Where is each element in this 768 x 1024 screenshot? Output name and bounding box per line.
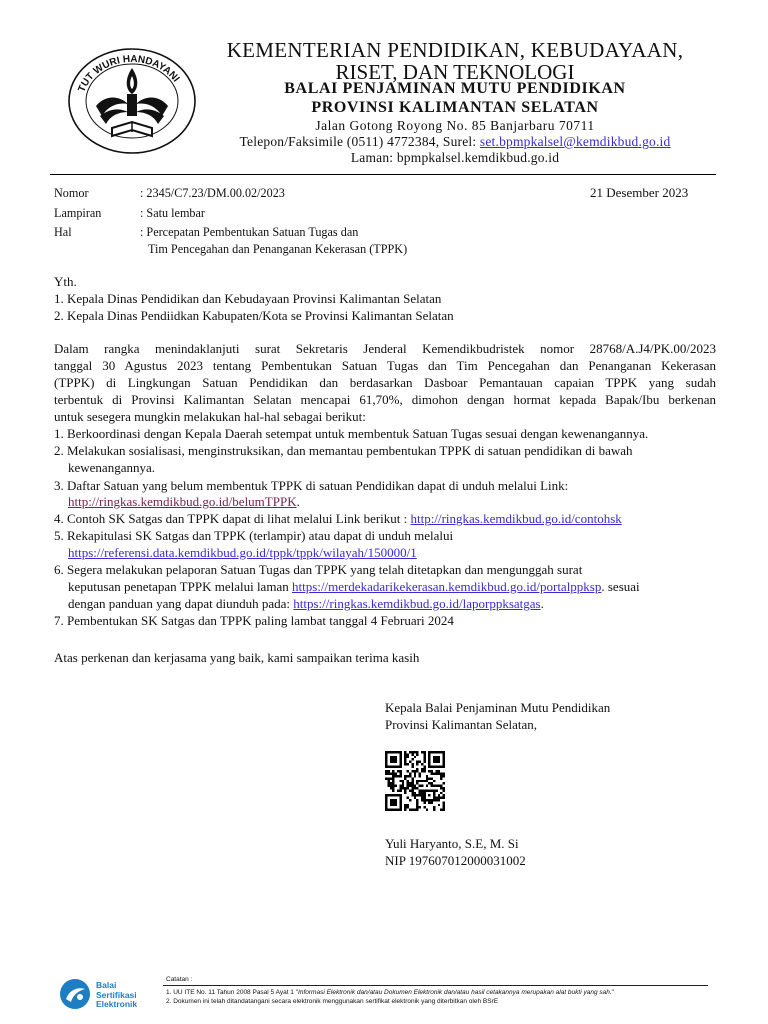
list-item-3-line1: 3. Daftar Satuan yang belum membentuk TPPK di satuan Pendidikan dapat di unduh melalui Link: bbox=[54, 478, 569, 493]
recipient-1: 1. Kepala Dinas Pendidikan dan Kebudayaan Provinsi Kalimantan Selatan bbox=[54, 291, 442, 306]
signatory-title-line2: Provinsi Kalimantan Selatan, bbox=[385, 717, 538, 732]
list-item-2-line1: 2. Melakukan sosialisasi, menginstruksikan, dan memantau pembentukan TPPK di satuan pendidikan di bawah bbox=[54, 443, 633, 458]
referensi-tppk-link[interactable]: https://referensi.data.kemdikbud.go.id/tppk/tppk/wilayah/150000/1 bbox=[68, 545, 417, 560]
yth-salutation: Yth. bbox=[54, 274, 77, 289]
closing-sentence: Atas perkenan dan kerjasama yang baik, kami sampaikan terima kasih bbox=[54, 650, 420, 665]
hal-label: Hal bbox=[54, 225, 72, 239]
list-item-5-line1: 5. Rekapitulasi SK Satgas dan TPPK (terlampir) atau dapat di unduh melalui bbox=[54, 528, 454, 543]
note1-prefix: 1. UU ITE No. 11 Tahun 2008 Pasal 5 Ayat 1 " bbox=[166, 989, 299, 996]
list-item-4 bbox=[54, 511, 718, 527]
list-item-7: 7. Pembentukan SK Satgas dan TPPK paling lambat tanggal 4 Februari 2024 bbox=[54, 613, 454, 628]
ministry-name-line2: RISET, DAN TEKNOLOGI bbox=[335, 60, 575, 84]
qr-code-icon bbox=[385, 751, 445, 811]
intro-line-1: Dalam rangka menindaklanjuti surat Sekretaris Jenderal Kemendikbudristek nomor 28768/A.J4/PK.00/2023 bbox=[54, 341, 716, 356]
nomor-label: Nomor bbox=[54, 186, 89, 200]
signatory-name: Yuli Haryanto, S.E, M. Si bbox=[385, 836, 519, 851]
footer-note-2: 2. Dokumen ini telah ditandatangani secara elektronik menggunakan sertifikat elektronik yang diterbitkan oleh BSrE bbox=[166, 998, 499, 1005]
hal-value-line1: : Percepatan Pembentukan Satuan Tugas dan bbox=[140, 225, 359, 239]
bsre-line2: Sertifikasi bbox=[96, 989, 137, 1000]
recipient-2: 2. Kepala Dinas Pendiidkan Kabupaten/Kota se Provinsi Kalimantan Selatan bbox=[54, 308, 454, 323]
item-3-period: . bbox=[296, 494, 300, 509]
bsre-logo-icon bbox=[58, 977, 92, 1011]
office-website bbox=[190, 150, 720, 166]
list-item-6-line3 bbox=[54, 596, 732, 612]
list-item-6-line2 bbox=[54, 579, 732, 595]
letterhead-divider bbox=[50, 174, 716, 175]
lampiran-label: Lampiran bbox=[54, 206, 102, 220]
note1-suffix: " bbox=[611, 989, 614, 996]
ministry-name-line1: KEMENTERIAN PENDIDIKAN, KEBUDAYAAN, bbox=[226, 38, 684, 62]
intro-line-4: terbentuk di Provinsi Kalimantan Selatan mencapai 61,70%, dimohon dengan hormat kepada Bapak/Ibu berkenan bbox=[54, 392, 716, 407]
list-item-3-line2 bbox=[54, 494, 732, 510]
item-6-text-b: . sesuai bbox=[601, 579, 640, 594]
portal-ppksp-link[interactable]: https://merdekadarikekerasan.kemdikbud.go.id/portalppksp bbox=[291, 579, 602, 594]
item-4-text: 4. Contoh SK Satgas dan TPPK dapat di lihat melalui Link berikut : bbox=[54, 511, 411, 526]
logo-motto-text: TUT WURI HANDAYANI bbox=[76, 53, 182, 94]
list-item-6-line1: 6. Segera melakukan pelaporan Satuan Tugas dan TPPK yang telah ditetapkan dan mengunggah surat bbox=[54, 562, 583, 577]
bsre-line1: Balai bbox=[96, 980, 117, 990]
list-item-2-line2: kewenangannya. bbox=[68, 460, 155, 475]
footer-divider bbox=[163, 985, 708, 986]
lapor-ppksatgas-link[interactable]: https://ringkas.kemdikbud.go.id/laporppksatgas bbox=[293, 596, 541, 611]
bsre-name bbox=[96, 981, 137, 1010]
hal-value-line2: Tim Pencegahan dan Penanganan Kekerasan (TPPK) bbox=[148, 242, 408, 256]
intro-line-5: untuk sesegera mungkin melakukan hal-hal sebagai berikut: bbox=[54, 409, 366, 424]
signatory-nip: NIP 197607012000031002 bbox=[385, 853, 526, 868]
item-6-text-d: . bbox=[540, 596, 544, 611]
intro-line-2: tanggal 30 Agustus 2023 tentang Pembentukan Satuan Tugas dan Tim Pencegahan dan Penanganan Kekerasan bbox=[54, 358, 716, 373]
nomor-value: : 2345/C7.23/DM.00.02/2023 bbox=[140, 186, 285, 200]
footer-note-1 bbox=[166, 988, 716, 997]
intro-line-3: (TPPK) di Lingkungan Satuan Pendidikan dan berdasarkan Dasboar Pemantauan capaian TPPK yang sudah bbox=[54, 375, 716, 390]
office-name-line1: BALAI PENJAMINAN MUTU PENDIDIKAN bbox=[284, 80, 626, 97]
email-link[interactable]: set.bpmpkalsel@kemdikbud.go.id bbox=[479, 134, 671, 149]
office-contact bbox=[190, 134, 720, 150]
item-6-text-c: dengan panduan yang dapat diunduh pada: bbox=[68, 596, 294, 611]
belum-tppk-link[interactable]: http://ringkas.kemdikbud.go.id/belumTPPK bbox=[68, 494, 297, 509]
contoh-sk-link[interactable]: http://ringkas.kemdikbud.go.id/contohsk bbox=[410, 511, 622, 526]
list-item-5-line2 bbox=[54, 545, 732, 561]
signatory-title-line1: Kepala Balai Penjaminan Mutu Pendidikan bbox=[385, 700, 611, 715]
website-label: Laman: bbox=[350, 150, 394, 165]
lampiran-value: : Satu lembar bbox=[140, 206, 205, 220]
letter-date: 21 Desember 2023 bbox=[590, 185, 689, 200]
office-address: Jalan Gotong Royong No. 85 Banjarbaru 70711 bbox=[315, 118, 595, 133]
website-text: bpmpkalsel.kemdikbud.go.id bbox=[396, 150, 560, 165]
phone-text: Telepon/Faksimile (0511) 4772384, Surel: bbox=[239, 134, 477, 149]
office-name-line2: PROVINSI KALIMANTAN SELATAN bbox=[311, 99, 599, 116]
note1-quote: Informasi Elektronik dan/atau Dokumen Elektronik dan/atau hasil cetakannya merupakan alat bukti yang sah. bbox=[298, 989, 612, 996]
list-item-1: 1. Berkoordinasi dengan Kepala Daerah setempat untuk membentuk Satuan Tugas sesuai dengan kewenangannya. bbox=[54, 426, 649, 441]
bsre-line3: Elektronik bbox=[96, 999, 138, 1009]
tut-wuri-handayani-logo bbox=[66, 46, 198, 156]
footer-catatan-label: Catatan : bbox=[166, 976, 193, 983]
item-6-text-a: keputusan penetapan TPPK melalui laman bbox=[68, 579, 292, 594]
